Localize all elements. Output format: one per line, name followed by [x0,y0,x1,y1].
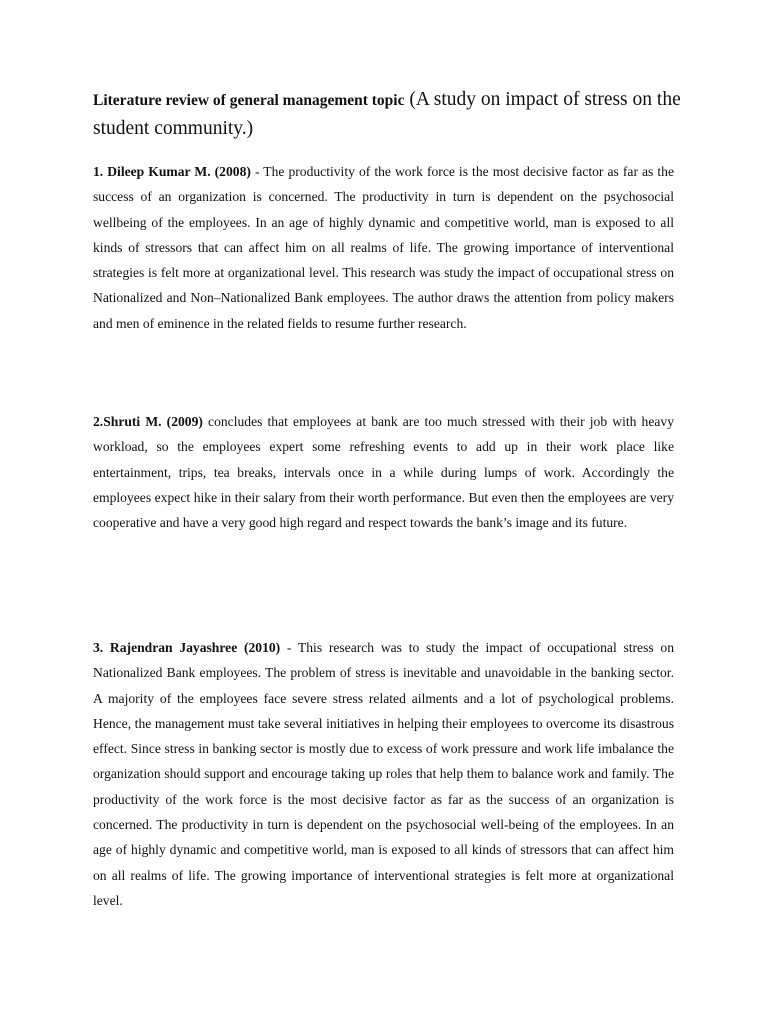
entry-reference: 1. Dileep Kumar M. (2008) [93,164,251,179]
entry-reference: 2.Shruti M. (2009) [93,414,203,429]
entry-text: - The productivity of the work force is the most decisive factor as far as the success of an organization is concerned. The productivity in turn is dependent on the psychosocial wellbeing of the employees. In an age of highly dynamic and competitive world, man is exposed to all kinds of stressors that can affect him on all realms of life. The growing importance of interventional strategies is felt more at organizational level. This research was study the impact of occupational stress on Nationalized and Non–Nationalized Bank employees. The author draws the attention from policy makers and men of eminence in the related fields to resume further research. [93,164,674,331]
title-lead: Literature review of general management topic [93,92,405,109]
entry-text: - This research was to study the impact of occupational stress on Nationalized Bank employees. The problem of stress is inevitable and unavoidable in the banking sector. A majority of the employees face severe stress related ailments and a lot of psychological problems. Hence, the management must take several initiatives in helping their employees to overcome its disastrous effect. Since stress in banking sector is mostly due to excess of work pressure and work life imbalance the organization should support and encourage taking up roles that help them to balance work and family. The productivity of the work force is the most decisive factor as far as the success of an organization is concerned. The productivity in turn is dependent on the psychosocial well-being of the employees. In an age of highly dynamic and competitive world, man is exposed to all kinds of stressors that can affect him on all realms of life. The growing importance of interventional strategies is felt more at organizational level. [93,640,674,908]
review-entry-2 [93,409,674,535]
title-subtitle: (A study on impact of stress on the student community.) [93,89,681,139]
review-entry-3 [93,635,674,913]
entry-text: concludes that employees at bank are too much stressed with their job with heavy workload, so the employees expert some refreshing events to add up in their work place like entertainment, trips, tea breaks, intervals once in a while during lumps of work. Accordingly the employees expect hike in their salary from their worth performance. But even then the employees are very cooperative and have a very good high regard and respect towards the bank’s image and its future. [93,414,675,531]
review-entry-1 [93,159,674,336]
entry-reference: 3. Rajendran Jayashree (2010) [93,640,281,655]
document-title [93,86,683,143]
